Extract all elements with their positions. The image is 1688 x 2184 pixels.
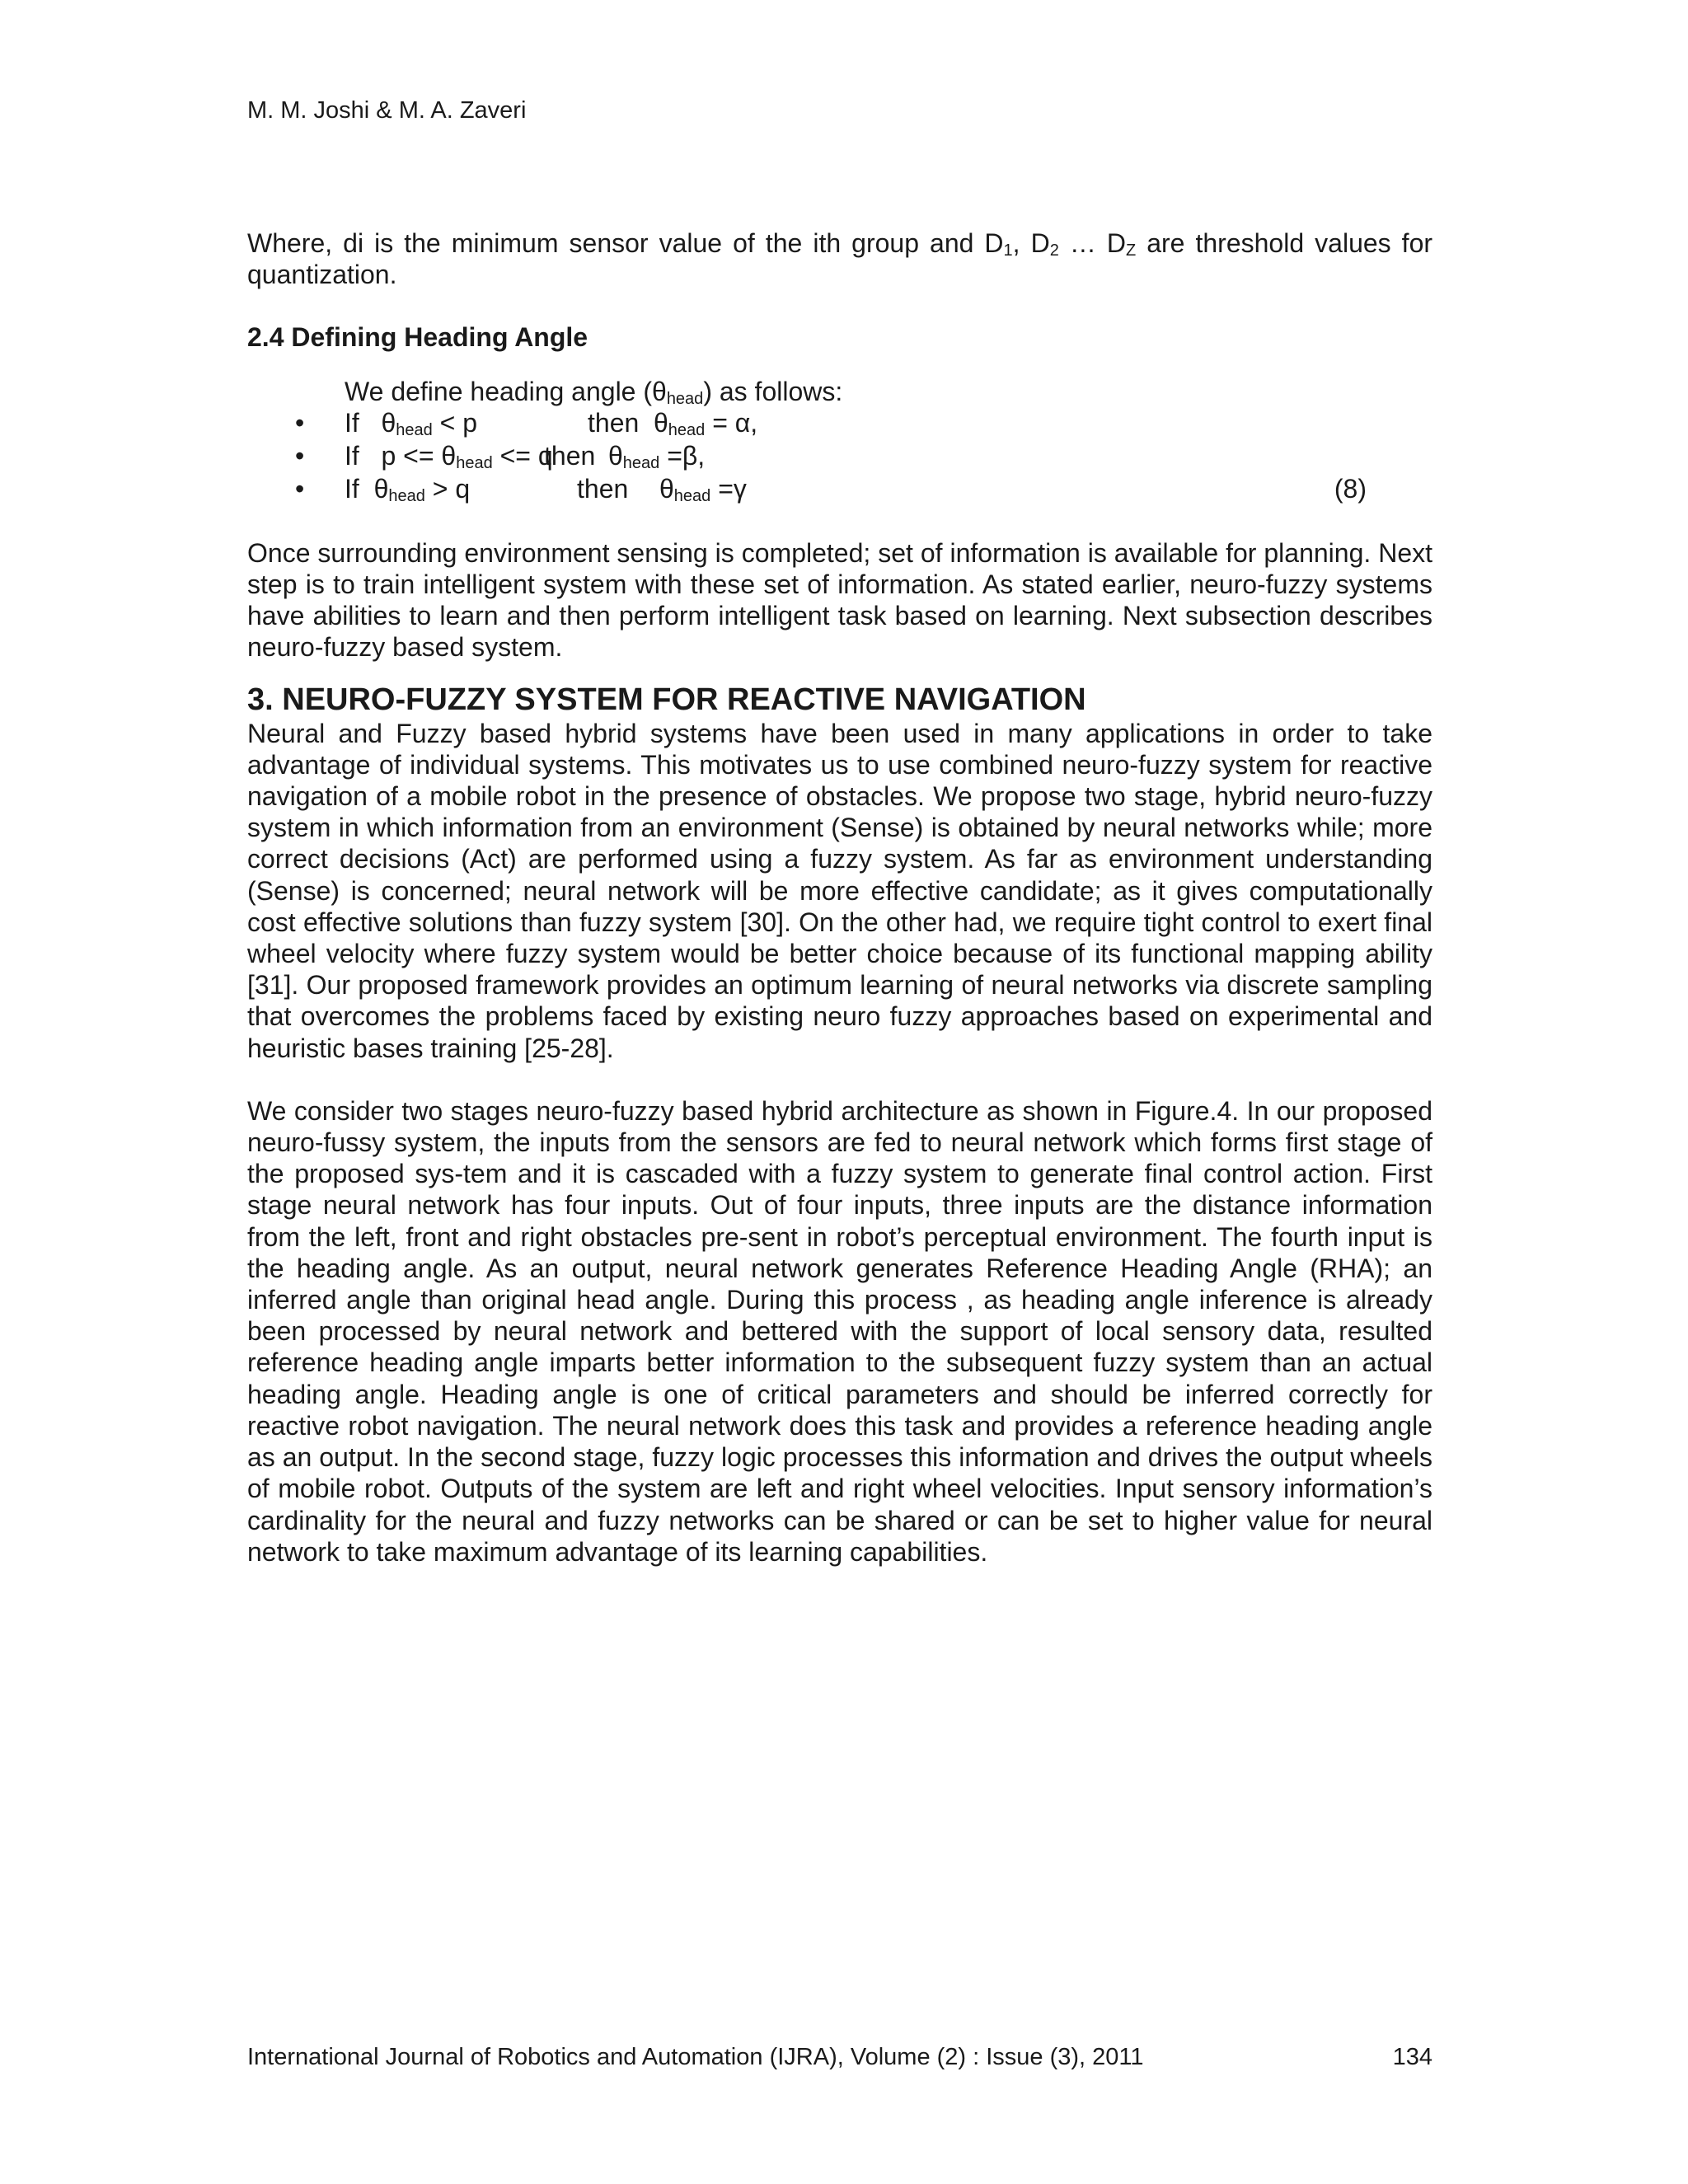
paragraph-neural: Neural and Fuzzy based hybrid systems have been used in many applications in order to take advantage of individual systems. This motivates us to use combined neuro-fuzzy system for reactive navigation of a mobile robot in the presence of obstacles. We propose two stage, hybrid neuro-fuzzy system in which information from an environment (Sense) is obtained by neural networks while; more correct decisions (Act) are performed using a fuzzy system. As far as environment understanding (Sense) is concerned; neural network will be more effective candidate; as it gives computationally cost effective solutions than fuzzy system [30]. On the other had, we require tight control to exert final wheel velocity where fuzzy system would be better choice because of its functional mapping ability [31]. Our proposed framework provides an optimum learning of neural networks via discrete sampling that overcomes the problems faced by existing neuro fuzzy approaches based on experimental and heuristic bases training [25-28]. <box>247 718 1432 1063</box>
paragraph-where: Where, di is the minimum sensor value of the ith group and $D_1$, $D_2$ … $D_Z$ are threshold values for quantization. <box>247 228 1433 290</box>
page-number: 134 <box>1392 2044 1432 2070</box>
paragraph-once: Once surrounding environment sensing is completed; set of information is available for planning. Next step is to train intelligent system with these set of information. As stated earlier, neuro-fuzzy systems have abilities to learn and then perform intelligent task based on learning. Next subsection describes neuro-fuzzy based system. <box>247 537 1432 663</box>
equation-number: (8) <box>1334 473 1367 504</box>
rule-item: • If $\theta_{head} > q$ then $\theta_{head} =\gamma$ (8) <box>247 473 1432 506</box>
section-heading-3: 3. NEURO-FUZZY SYSTEM FOR REACTIVE NAVIGATION <box>247 682 1086 717</box>
rule-item: • If $\theta_{head} < p$ then $\theta_{head} = \alpha$, <box>247 407 1432 440</box>
page-footer <box>247 2044 1432 2071</box>
rule-item: • If $p <= \theta_{head} <= q$ then $\theta_{head} =\beta$, <box>247 440 1432 473</box>
heading-angle-rules <box>247 407 1432 506</box>
page-content <box>247 227 1432 1568</box>
paragraph-we-consider: We consider two stages neuro-fuzzy based hybrid architecture as shown in Figure.4. In our proposed neuro-fussy system, the inputs from the sensors are fed to neural network which forms first stage of the proposed sys-tem and it is cascaded with a fuzzy system to generate final control action. First stage neural network has four inputs. Out of four inputs, three inputs are the distance information from the left, front and right obstacles pre-sent in robot’s perceptual environment. The fourth input is the heading angle. As an output, neural network generates Reference Heading Angle (RHA); an inferred angle than original head angle. During this process , as heading angle inference is already been processed by neural network and bettered with the support of local sensory data, resulted reference heading angle imparts better information to the subsequent fuzzy system than an actual heading angle. Heading angle is one of critical parameters and should be inferred correctly for reactive robot navigation. The neural network does this task and provides a reference heading angle as an output. In the second stage, fuzzy logic processes this information and drives the output wheels of mobile robot. Outputs of the system are left and right wheel velocities. Input sensory information’s cardinality for the neural and fuzzy networks can be shared or can be set to higher value for neural network to take maximum advantage of its learning capabilities. <box>247 1095 1432 1567</box>
heading-angle-intro: We define heading angle $(\theta_{head})$ as follows: <box>345 376 843 408</box>
section-heading-2-4: 2.4 Defining Heading Angle <box>247 322 588 353</box>
journal-citation: International Journal of Robotics and Automation (IJRA), Volume (2) : Issue (3), 2011 <box>247 2044 1144 2070</box>
running-head: M. M. Joshi & M. A. Zaveri <box>247 97 527 124</box>
